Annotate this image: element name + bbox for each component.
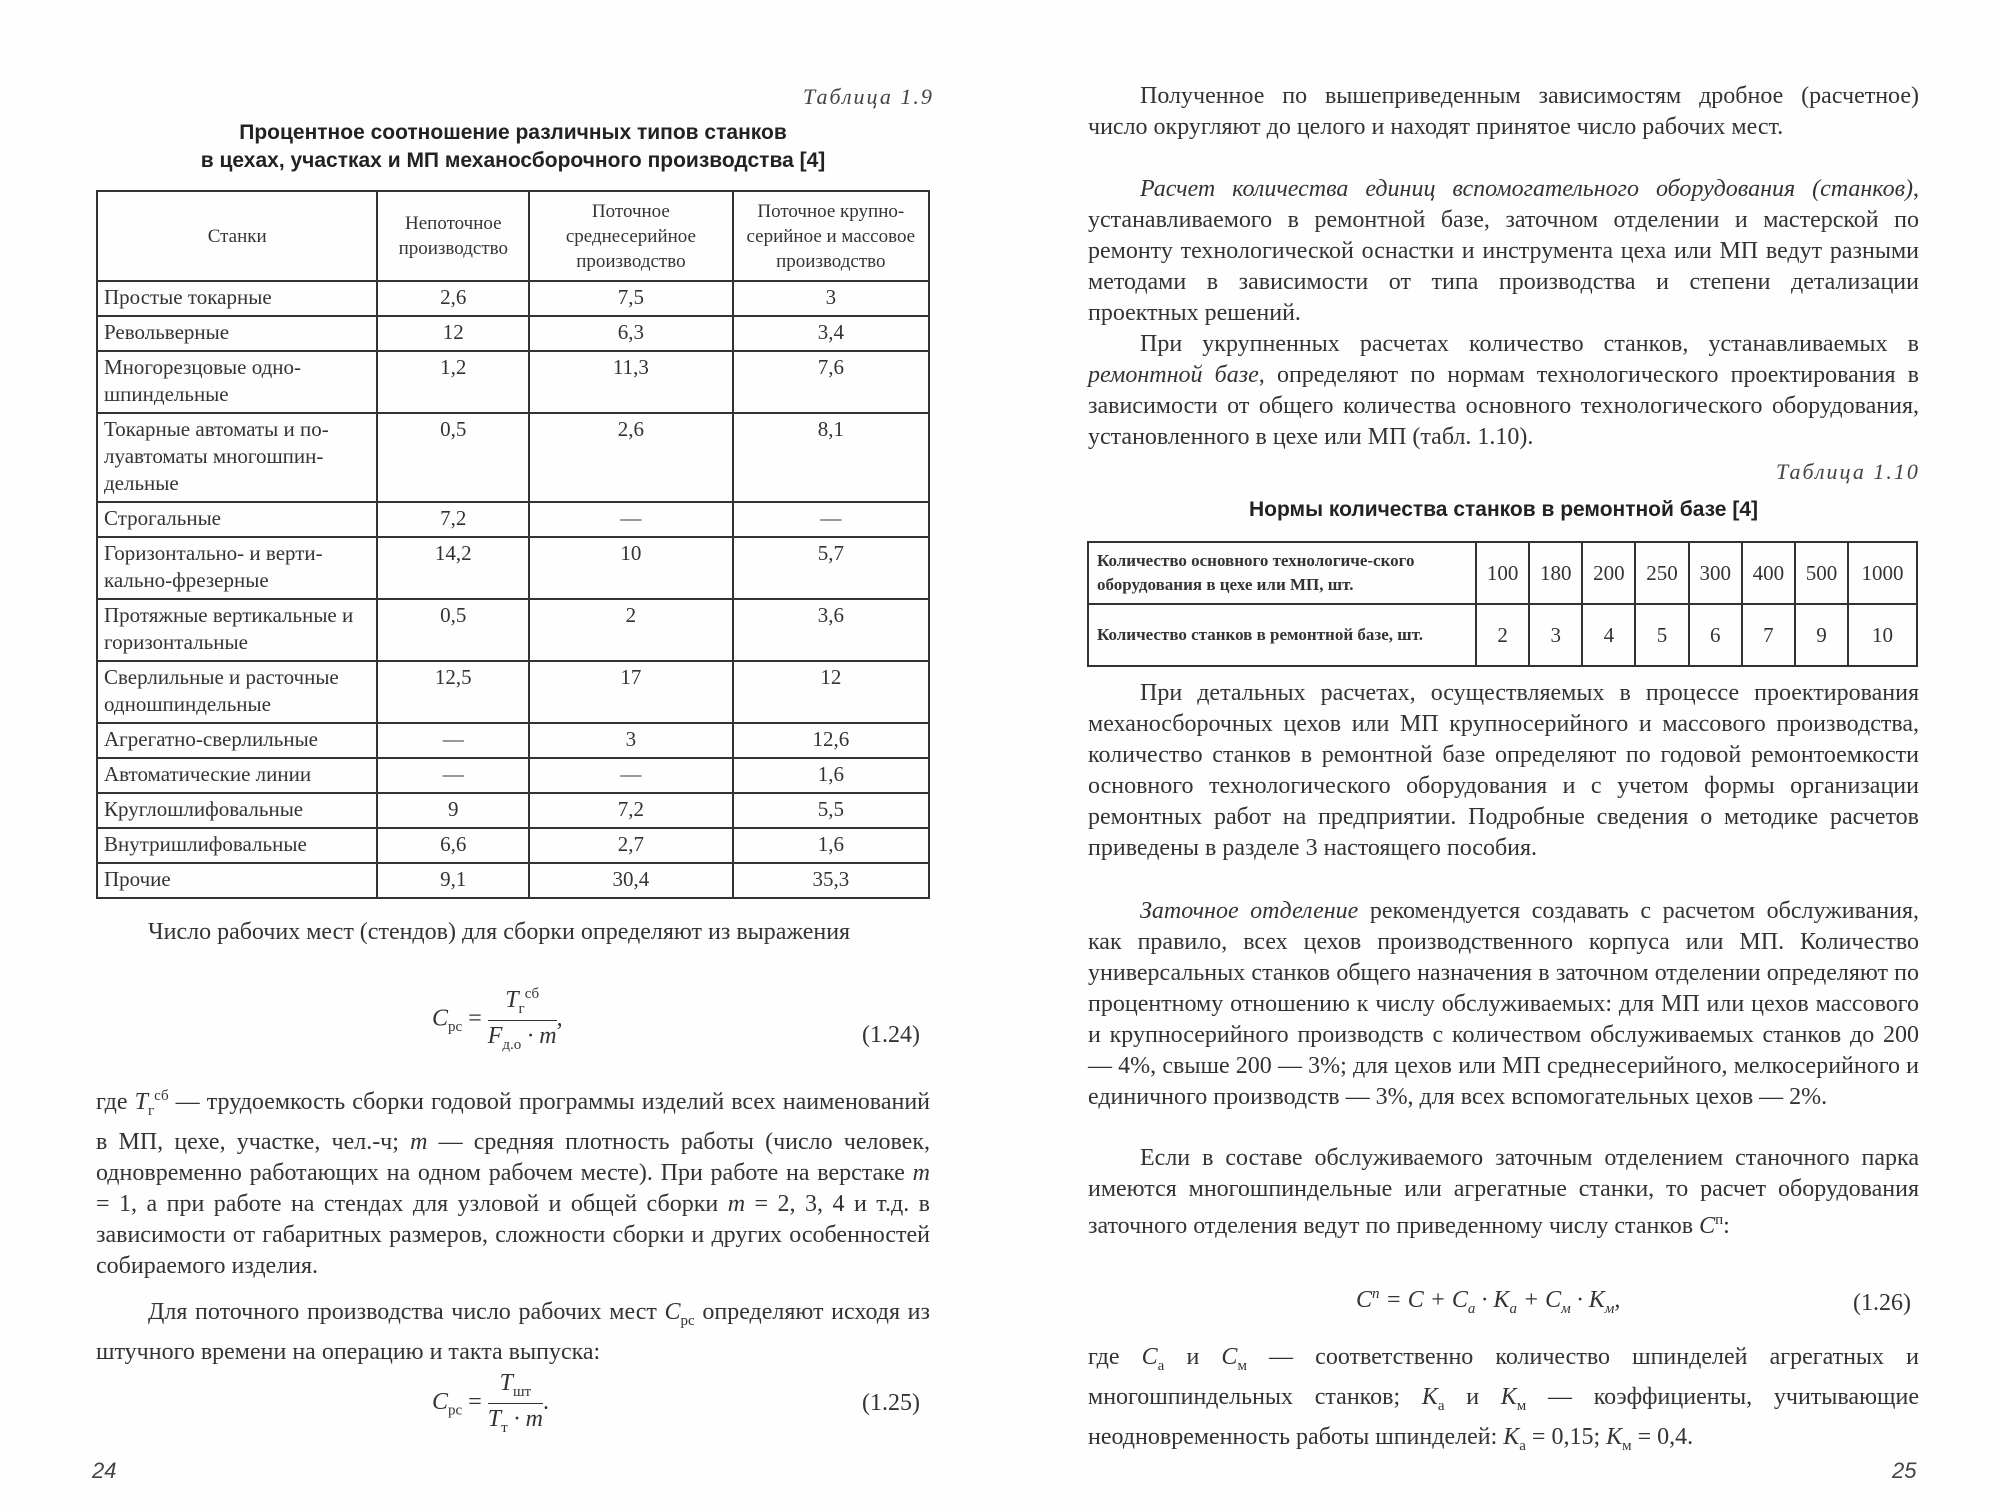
p7-t3: — соответственно количество шпинделей агрегатных и многошпиндельных станков; [1088, 1344, 1920, 1410]
f126-t2: · K [1475, 1287, 1510, 1313]
p3-t2: определяют исходя из штучного времени на операцию и такта выпуска: [96, 1299, 930, 1365]
f126-a: C [1356, 1287, 1373, 1313]
f126-t4: · K [1570, 1287, 1605, 1313]
value-non-flow: 9 [377, 793, 529, 828]
table-row [97, 863, 929, 898]
equipment-count-cell: 400 [1742, 542, 1795, 604]
paragraph-workplaces: Число рабочих мест (стендов) для сборки определяют из выражения [148, 919, 851, 945]
p7-K1: K [1421, 1383, 1438, 1410]
repair-count-cell: 4 [1582, 604, 1635, 666]
f124-lhs: C [432, 1005, 449, 1032]
value-non-flow: 12 [377, 316, 529, 351]
value-non-flow: 0,5 [377, 413, 529, 502]
page-number-right: 25 [1892, 1458, 1917, 1483]
value-non-flow: 6,6 [377, 828, 529, 863]
f124-den-sub: д.о [502, 1036, 522, 1053]
f125-den-tail: · m [513, 1405, 543, 1432]
p2-rest: , устанавливаемого в ремонтной базе, заточном отделении и мастерской по ремонту технологической оснастки и инструмента цеха или МП ведут разными методами в зависимости от типа производства и степени детализации проектных решений. [1088, 176, 1919, 326]
value-flow-large: 3 [733, 281, 929, 316]
value-non-flow: 14,2 [377, 537, 529, 599]
f126-s1: а [1467, 1300, 1476, 1317]
p6-Csup: п [1715, 1212, 1724, 1228]
row-label-equipment: Количество основного технологиче-ского оборудования в цехе или МП, шт. [1088, 542, 1476, 604]
value-flow-large: 12,6 [733, 723, 929, 758]
table-row [97, 316, 929, 351]
value-non-flow: 2,6 [377, 281, 529, 316]
p7-t1: где [1088, 1344, 1142, 1370]
formula-1-25: $C_{рс}$ = $\frac{T_{шт}}{T_т \cdot m}$ . [432, 1370, 549, 1436]
table-title-line-2: в цехах, участках и МП механосборочного производства [4] [200, 149, 826, 172]
table-caption-1-10: Таблица 1.10 [1776, 459, 1920, 484]
p7-s6: м [1622, 1437, 1632, 1454]
machine-name: Сверлильные и расточные одношпиндельные [97, 661, 377, 723]
equipment-count-cell: 100 [1476, 542, 1529, 604]
machine-name: Строгальные [97, 502, 377, 537]
machine-name: Протяжные вертикальные и горизонтальные [97, 599, 377, 661]
table-row [97, 351, 929, 413]
row-label-repair: Количество станков в ремонтной базе, шт. [1088, 604, 1476, 666]
p5-em: Заточное отделение [1140, 898, 1359, 924]
f124-tail: , [556, 1005, 563, 1032]
value-flow-medium: 17 [529, 661, 732, 723]
p3-em: ремонтной базе [1088, 362, 1259, 388]
value-flow-medium: — [529, 758, 732, 793]
table-caption-1-9: Таблица 1.9 [803, 84, 934, 109]
repair-count-cell: 9 [1795, 604, 1848, 666]
table-row [97, 599, 929, 661]
p7-t5: — коэффициенты, учитывающие неодновременность работы шпинделей: [1088, 1383, 1919, 1450]
paragraph-rounding: Полученное по вышеприведенным зависимостям дробное (расчетное) число округляют до целого и находят принятое число рабочих мест. [1088, 83, 1919, 140]
eqno-1-25: (1.25) [862, 1390, 920, 1416]
p7-s5: а [1519, 1437, 1526, 1454]
f125-num: T [499, 1370, 513, 1396]
p7-s4: м [1516, 1397, 1527, 1414]
p2-t4: = 1, а при работе на стендах для узловой и общей сборки [96, 1190, 728, 1217]
value-flow-large: 12 [733, 661, 929, 723]
machine-name: Агрегатно-сверлильные [97, 723, 377, 758]
table-header-row [97, 191, 929, 281]
f125-den-sub: т [501, 1419, 508, 1436]
p3-t2: , определяют по нормам технологического проектирования в зависимости от общего количества основного технологического оборудования, установленного в цехе или МП (табл. 1.10). [1088, 362, 1920, 450]
p7-t2: и [1164, 1344, 1222, 1370]
f124-den-tail: · m [527, 1022, 557, 1049]
machine-name: Многорезцовые одно-шпиндельные [97, 351, 377, 413]
value-non-flow: 1,2 [377, 351, 529, 413]
machine-name: Внутришлифовальные [97, 828, 377, 863]
machine-name: Револьверные [97, 316, 377, 351]
paragraph-sharpening [1088, 896, 1919, 1113]
table-1-10 [1087, 541, 1918, 667]
f125-num-sub: шт [512, 1383, 532, 1400]
table-body [97, 281, 929, 898]
value-flow-medium: 6,3 [529, 316, 732, 351]
f125-lhs: C [432, 1388, 449, 1415]
machine-name: Токарные автоматы и по-луавтоматы многошпин-дельные [97, 413, 377, 502]
value-flow-medium: 30,4 [529, 863, 732, 898]
p2-em: Расчет количества единиц вспомогательного оборудования (станков) [1140, 176, 1913, 202]
table-row [97, 502, 929, 537]
equipment-count-cell: 500 [1795, 542, 1848, 604]
value-flow-large: 5,7 [733, 537, 929, 599]
f124-den: F [487, 1022, 503, 1049]
value-flow-large: 35,3 [733, 863, 929, 898]
p3-t1: При укрупненных расчетах количество станков, устанавливаемых в [1140, 331, 1919, 357]
f125-den: T [487, 1405, 502, 1432]
repair-count-cell: 10 [1848, 604, 1917, 666]
p2-m2: m [727, 1190, 746, 1217]
p7-K4: K [1606, 1423, 1623, 1450]
page-number-left: 24 [92, 1458, 117, 1483]
value-flow-medium: 3 [529, 723, 732, 758]
table-row [97, 661, 929, 723]
value-flow-medium: 7,2 [529, 793, 732, 828]
p2-Tsub: г [147, 1102, 155, 1119]
eqno-1-24: (1.24) [862, 1022, 920, 1048]
paragraph-multispindle [1088, 1143, 1919, 1242]
value-non-flow: 7,2 [377, 502, 529, 537]
p7-t6: = 0,15; [1525, 1423, 1607, 1450]
p7-C1: C [1141, 1344, 1158, 1370]
paragraph-aux-equipment [1088, 174, 1919, 329]
repair-count-cell: 6 [1689, 604, 1742, 666]
value-non-flow: 12,5 [377, 661, 529, 723]
p2-Tsup: сб [154, 1088, 169, 1104]
machine-name: Автоматические линии [97, 758, 377, 793]
table-row [97, 793, 929, 828]
value-non-flow: — [377, 758, 529, 793]
f125-lhs-sub: рс [448, 1402, 463, 1419]
value-flow-medium: — [529, 502, 732, 537]
f126-s2: а [1509, 1300, 1517, 1317]
table-row-repair-machines [1088, 604, 1917, 666]
equipment-count-cell: 250 [1635, 542, 1688, 604]
p7-s1: а [1157, 1357, 1165, 1374]
table-title-1-10: Нормы количества станков в ремонтной базе [4] [1248, 498, 1758, 521]
f126-sup-a: п [1372, 1286, 1380, 1302]
p2-m: m [410, 1128, 428, 1155]
value-non-flow: 9,1 [377, 863, 529, 898]
value-flow-medium: 7,5 [529, 281, 732, 316]
f124-num-sub: г [518, 1000, 525, 1017]
p6-C: C [1699, 1213, 1716, 1239]
header-flow-large: Поточное крупно-серийное и массовое производство [733, 191, 929, 281]
f125-fraction [488, 1370, 543, 1437]
f124-lhs-sub: рс [448, 1019, 463, 1036]
paragraph-flow-production [96, 1297, 930, 1368]
machine-name: Круглошлифовальные [97, 793, 377, 828]
table-row [97, 828, 929, 863]
paragraph-where-t [96, 1081, 930, 1282]
p7-K3: K [1503, 1423, 1520, 1450]
header-flow-medium: Поточное среднесерийное производство [529, 191, 732, 281]
f126-s3: м [1561, 1300, 1571, 1317]
machine-name: Простые токарные [97, 281, 377, 316]
value-flow-medium: 2,6 [529, 413, 732, 502]
p3-C: C [664, 1299, 681, 1325]
value-flow-medium: 10 [529, 537, 732, 599]
value-flow-large: 7,6 [733, 351, 929, 413]
paragraph-repair-base [1088, 329, 1919, 453]
paragraph-detailed-calc: При детальных расчетах, осуществляемых в процессе проектирования механосборочных цехов или МП крупносерийного и массового производства, количество станков в ремонтной базе определяют по годовой ремонтоемкости основного технологического оборудования и с учетом формы организации ремонтных работ на предприятии. Подробные сведения о методике расчетов приведены в разделе 3 настоящего пособия. [1088, 680, 1919, 861]
table-row [97, 537, 929, 599]
value-flow-large: 3,4 [733, 316, 929, 351]
table-row [97, 758, 929, 793]
table-title-1-9 [96, 119, 930, 175]
p2-t3: — средняя плотность работы (число человек, одновременно работающих на одном рабочем месте). При работе на верстаке [96, 1128, 930, 1186]
f124-fraction [488, 986, 557, 1054]
value-flow-large: 3,6 [733, 599, 929, 661]
p6-t2: : [1723, 1213, 1730, 1239]
f125-tail: . [543, 1388, 549, 1415]
formula-1-26 [1356, 1286, 1620, 1318]
p7-t4: и [1444, 1383, 1501, 1410]
paragraph-where-c [1088, 1342, 1919, 1461]
table-row [97, 413, 929, 502]
equipment-count-cell: 200 [1582, 542, 1635, 604]
p7-s3: а [1437, 1397, 1445, 1414]
value-flow-large: 1,6 [733, 828, 929, 863]
machine-name: Горизонтально- и верти-кально-фрезерные [97, 537, 377, 599]
f126-s4: м [1604, 1300, 1615, 1317]
header-machines: Станки [97, 191, 377, 281]
page-right [1000, 0, 2000, 1509]
p2-m1: m [912, 1159, 930, 1186]
f124-num-sup: сб [524, 986, 540, 1002]
formula-1-24: $C_{рс}$ = $\frac{T_г^{сб}}{F_{д.о} \cdot m}$ , [432, 986, 563, 1053]
p7-t7: = 0,4. [1631, 1423, 1694, 1450]
p6-t1: Если в составе обслуживаемого заточным отделением станочного парка имеются многошпиндельные или агрегатные станки, то расчет оборудования заточного отделения ведут по приведенному числу станков [1088, 1145, 1919, 1239]
value-flow-medium: 2 [529, 599, 732, 661]
p5-rest: рекомендуется создавать с расчетом обслуживания, как правило, всех цехов производственного корпуса или МП. Количество универсальных станков общего назначения в заточном отделении определяют по процентному отношению к числу обслуживаемых: для МП или цехов массового и крупносерийного производств с количеством обслуживаемых станков до 200 — 4%, свыше 200 — 3%; для цехов или МП среднесерийного, мелкосерийного и единичного производств — 3%, для всех вспомогательных цехов — 2%. [1088, 898, 1919, 1110]
p7-s2: м [1237, 1357, 1247, 1374]
table-row [97, 723, 929, 758]
header-non-flow: Непоточное производство [377, 191, 529, 281]
p2-t5: = 2, 3, 4 и т.д. в зависимости от габаритных размеров, сложности сборки и других особенностей собираемого изделия. [96, 1190, 931, 1279]
f124-num: T [505, 987, 519, 1013]
repair-count-cell: 2 [1476, 604, 1529, 666]
value-non-flow: 0,5 [377, 599, 529, 661]
p2-t1: где [96, 1089, 135, 1115]
equipment-count-cell: 1000 [1848, 542, 1917, 604]
p3-t1: Для поточного производства число рабочих мест [148, 1299, 665, 1325]
f126-t5: , [1614, 1287, 1621, 1313]
value-flow-large: 1,6 [733, 758, 929, 793]
value-flow-large: — [733, 502, 929, 537]
p2-t2: — трудоемкость сборки годовой программы изделий всех наименований в МП, цехе, участке, чел.-ч; [96, 1089, 931, 1155]
table-title-line-1: Процентное соотношение различных типов станков [239, 121, 787, 144]
equipment-count-cell: 300 [1689, 542, 1742, 604]
value-non-flow: — [377, 723, 529, 758]
value-flow-medium: 11,3 [529, 351, 732, 413]
value-flow-large: 5,5 [733, 793, 929, 828]
value-flow-medium: 2,7 [529, 828, 732, 863]
machine-name: Прочие [97, 863, 377, 898]
p7-C2: C [1221, 1344, 1238, 1370]
repair-count-cell: 5 [1635, 604, 1688, 666]
p3-Csub: рс [680, 1312, 695, 1329]
f126-t1: = C + C [1379, 1287, 1468, 1313]
eqno-1-26: (1.26) [1853, 1290, 1911, 1316]
p2-T: T [134, 1089, 148, 1115]
p7-K2: K [1500, 1383, 1517, 1410]
repair-count-cell: 7 [1742, 604, 1795, 666]
repair-count-cell: 3 [1529, 604, 1582, 666]
f126-t3: + C [1516, 1287, 1562, 1313]
value-flow-large: 8,1 [733, 413, 929, 502]
table-1-9 [96, 190, 930, 899]
equipment-count-cell: 180 [1529, 542, 1582, 604]
table-row-equipment-count [1088, 542, 1917, 604]
table-row [97, 281, 929, 316]
